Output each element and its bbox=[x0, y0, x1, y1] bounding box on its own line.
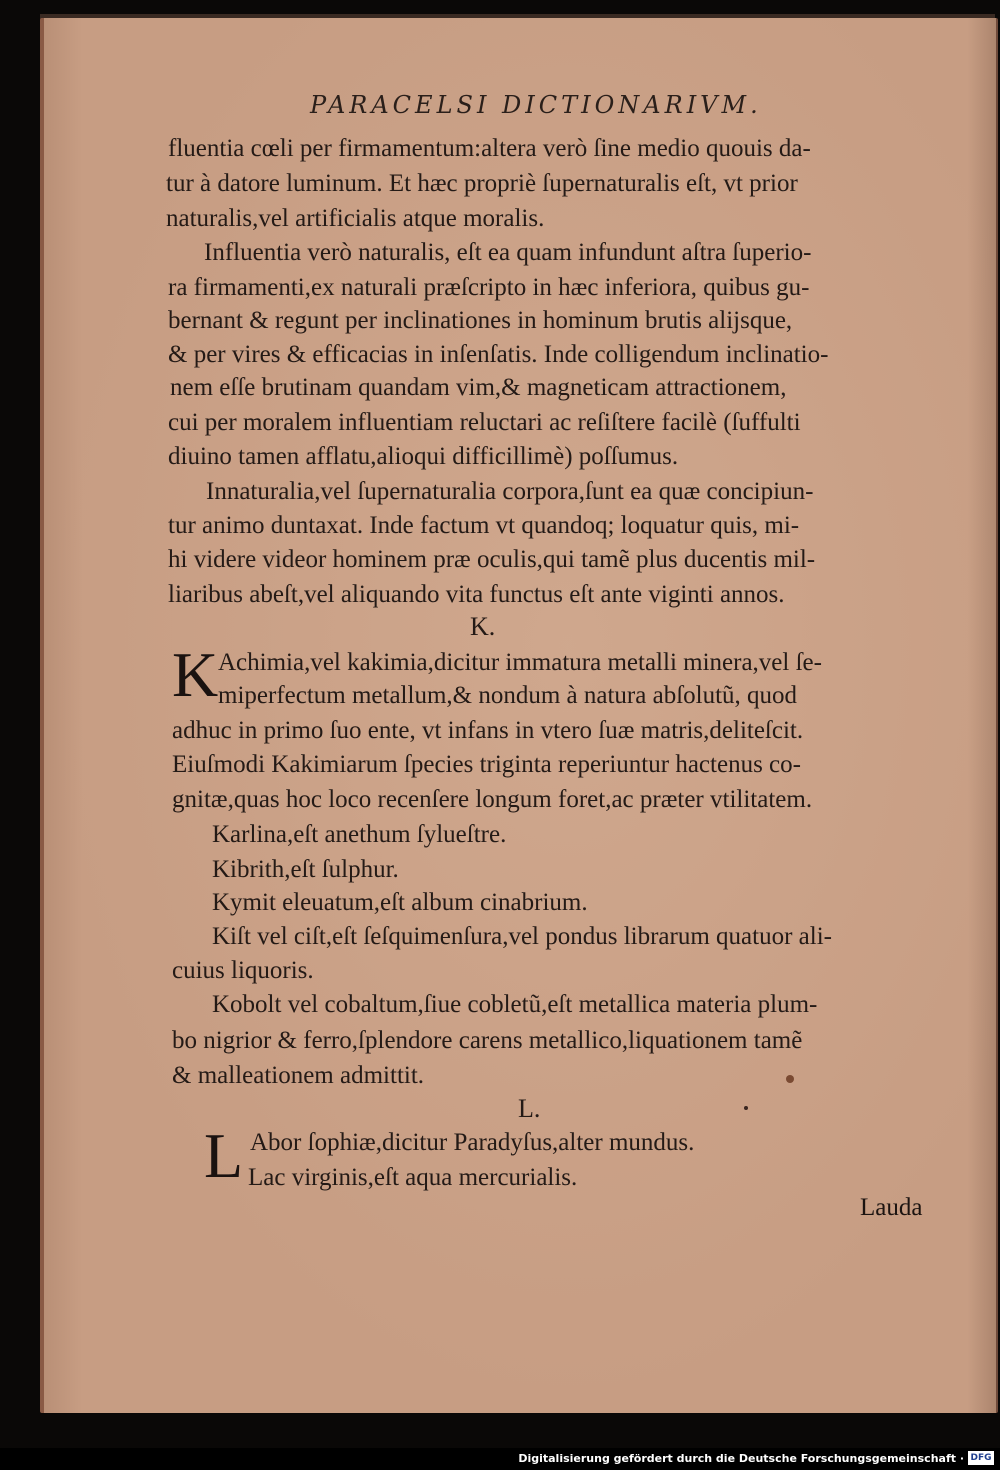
text-line: Karlina,eſt anethum ſylueſtre. bbox=[212, 821, 507, 848]
section-heading-k: K. bbox=[470, 612, 496, 641]
drop-cap-k: K bbox=[172, 639, 219, 710]
text-line: miperfectum metallum,& nondum à natura abſolutũ, quod bbox=[218, 682, 798, 709]
text-line: & malleationem admittit. bbox=[172, 1062, 425, 1089]
ink-spot bbox=[786, 1075, 794, 1083]
text-line: adhuc in primo ſuo ente, vt infans in vtero ſuæ matris,deliteſcit. bbox=[172, 717, 804, 744]
section-heading-l: L. bbox=[518, 1094, 541, 1123]
dfg-logo: DFG bbox=[968, 1451, 994, 1465]
catchword: Lauda bbox=[860, 1194, 923, 1221]
text-line: & per vires & efficacias in inſenſatis. Inde colligendum inclinatio- bbox=[168, 341, 829, 368]
text-line: tur animo duntaxat. Inde factum vt quandoq; loquatur quis, mi- bbox=[168, 512, 800, 539]
text-line: tur à datore luminum. Et hæc propriè ſupernaturalis eſt, vt prior bbox=[166, 170, 798, 197]
text-line: Abor ſophiæ,dicitur Paradyſus,alter mundus. bbox=[250, 1129, 695, 1156]
text-line: diuino tamen afflatu,alioqui difficillimè) poſſumus. bbox=[168, 443, 679, 470]
ink-spot bbox=[744, 1106, 748, 1110]
text-line: bernant & regunt per inclinationes in hominum brutis alijsque, bbox=[168, 307, 793, 334]
drop-cap-l: L bbox=[204, 1120, 244, 1191]
text-line: bo nigrior & ferro,ſplendore carens metallico,liquationem tamẽ bbox=[172, 1027, 803, 1054]
text-line: Lac virginis,eſt aqua mercurialis. bbox=[248, 1164, 578, 1191]
text-line: Kibrith,eſt ſulphur. bbox=[212, 856, 399, 883]
text-line: Kobolt vel cobaltum,ſiue cobletũ,eſt metallica materia plum- bbox=[212, 991, 818, 1018]
text-line: nem eſſe brutinam quandam vim,& magneticam attractionem, bbox=[170, 374, 787, 401]
text-line: ra firmamenti,ex naturali præſcripto in hæc inferiora, quibus gu- bbox=[168, 274, 810, 301]
text-line: naturalis,vel artificialis atque moralis. bbox=[166, 205, 545, 232]
text-line: Eiuſmodi Kakimiarum ſpecies triginta reperiuntur hactenus co- bbox=[172, 751, 801, 778]
text-line: Influentia verò naturalis, eſt ea quam infundunt aſtra ſuperio- bbox=[204, 239, 812, 266]
text-line: gnitæ,quas hoc loco recenſere longum foret,ac præter vtilitatem. bbox=[172, 786, 813, 813]
running-head: PARACELSI DICTIONARIVM. bbox=[310, 91, 762, 119]
text-line: Kiſt vel ciſt,eſt ſeſquimenſura,vel pondus librarum quatuor ali- bbox=[212, 923, 832, 950]
text-line: liaribus abeſt,vel aliquando vita functus eſt ante viginti annos. bbox=[168, 581, 785, 608]
text-line: cui per moralem influentiam reluctari ac reſiſtere facilè (ſuffulti bbox=[168, 409, 801, 436]
text-line: cuius liquoris. bbox=[172, 957, 314, 984]
text-line: Achimia,vel kakimia,dicitur immatura metalli minera,vel ſe- bbox=[218, 649, 822, 676]
digitization-credit: Digitalisierung gefördert durch die Deutsche Forschungsgemeinschaft · bbox=[518, 1452, 964, 1465]
text-line: Kymit eleuatum,eſt album cinabrium. bbox=[212, 889, 588, 916]
text-line: hi videre videor hominem præ oculis,qui tamẽ plus ducentis mil- bbox=[168, 546, 816, 573]
text-line: Innaturalia,vel ſupernaturalia corpora,ſunt ea quæ concipiun- bbox=[206, 478, 814, 505]
text-line: fluentia cœli per firmamentum:altera verò ſine medio quouis da- bbox=[168, 135, 811, 162]
